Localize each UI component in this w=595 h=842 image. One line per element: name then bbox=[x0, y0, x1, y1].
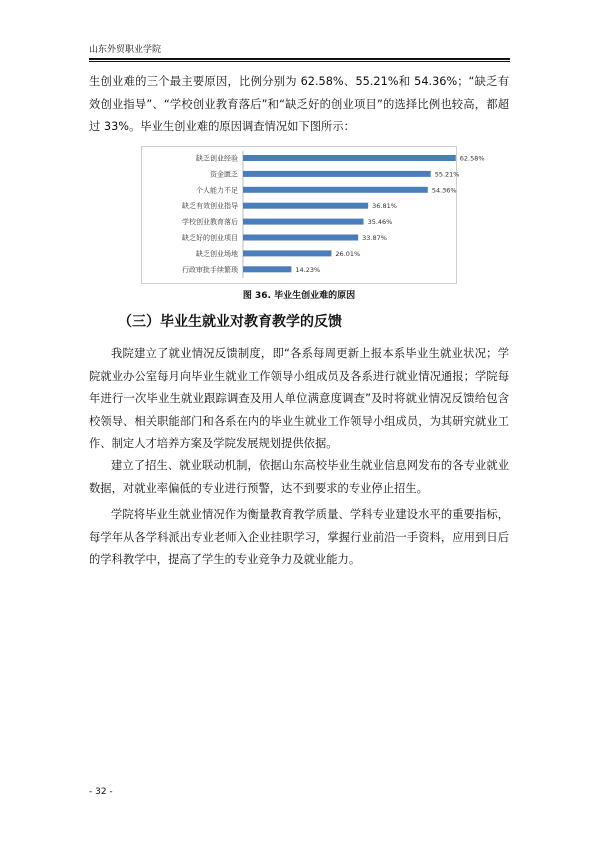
header-rule-thin bbox=[89, 61, 510, 62]
data-label: 33.87% bbox=[362, 234, 387, 242]
bar bbox=[243, 203, 368, 209]
data-label: 14.23% bbox=[295, 265, 321, 274]
category-label: 个人能力不足 bbox=[196, 186, 238, 195]
category-label: 缺乏好的创业项目 bbox=[182, 234, 238, 242]
bar bbox=[243, 155, 456, 161]
category-label: 学校创业教育落后 bbox=[182, 218, 238, 227]
data-label: 26.01% bbox=[335, 249, 361, 258]
category-label: 行政审批手续繁琐 bbox=[182, 265, 238, 274]
paragraph-enrollment-link: 建立了招生、就业联动机制，依据山东高校毕业生就业信息网发布的各专业就业数据，对就业率偏低的专业进行预警，达不到要求的专业停止招生。 bbox=[89, 459, 509, 495]
running-header: 山东外贸职业学院 bbox=[89, 45, 162, 55]
category-label: 缺乏创业经验 bbox=[196, 154, 238, 163]
header-rule-thick bbox=[89, 58, 510, 60]
data-label: 35.46% bbox=[367, 218, 393, 227]
paragraph-intro: 生创业难的三个最主要原因，比例分别为 62.58%、55.21%和 54.36%；“缺乏有效创业指导”、“学校创业教育落后”和“缺乏好的创业项目”的选择比例也较高，都超过 33%。毕业生创业难的原因调查情况如下图所示： bbox=[89, 75, 509, 133]
category-label: 缺乏创业场地 bbox=[196, 249, 238, 258]
data-label: 54.36% bbox=[431, 186, 457, 195]
figure-caption: 图 36. 毕业生创业难的原因 bbox=[242, 291, 356, 301]
bar bbox=[243, 171, 431, 177]
bar bbox=[243, 219, 364, 225]
bar-chart bbox=[141, 146, 485, 284]
section-heading: （三）毕业生就业对教育教学的反馈 bbox=[118, 314, 342, 330]
category-label: 资金匮乏 bbox=[210, 170, 238, 179]
data-label: 55.21% bbox=[434, 170, 460, 179]
data-label: 62.58% bbox=[459, 154, 485, 163]
bar bbox=[243, 187, 428, 193]
page-number: - 32 - bbox=[89, 787, 113, 797]
paragraph-quality-indicator: 学院将毕业生就业情况作为衡量教育教学质量、学科专业建设水平的重要指标，每学年从各学科派出专业老师入企业挂职学习，掌握行业前沿一手资料，应用到日后的学科教学中，提高了学生的专业竞争力及就业能力。 bbox=[89, 508, 509, 566]
data-label: 36.81% bbox=[372, 202, 397, 211]
paragraph-feedback-system: 我院建立了就业情况反馈制度，即“各系每周更新上报本系毕业生就业状况；学院就业办公室每月向毕业生就业工作领导小组成员及各系进行就业情况通报；学院每年进行一次毕业生就业跟踪调查及用人单位满意度调查”及时将就业情况反馈给包含校领导、相关职能部门和各系在内的毕业生就业工作领导小组成员，为其研究就业工作、制定人才培养方案及学院发展规划提供依据。 bbox=[89, 347, 509, 450]
category-label: 缺乏有效创业指导 bbox=[182, 202, 238, 211]
bar bbox=[243, 235, 358, 241]
bar-chart-svg bbox=[142, 147, 485, 283]
bar bbox=[243, 250, 331, 256]
bar bbox=[243, 266, 291, 272]
